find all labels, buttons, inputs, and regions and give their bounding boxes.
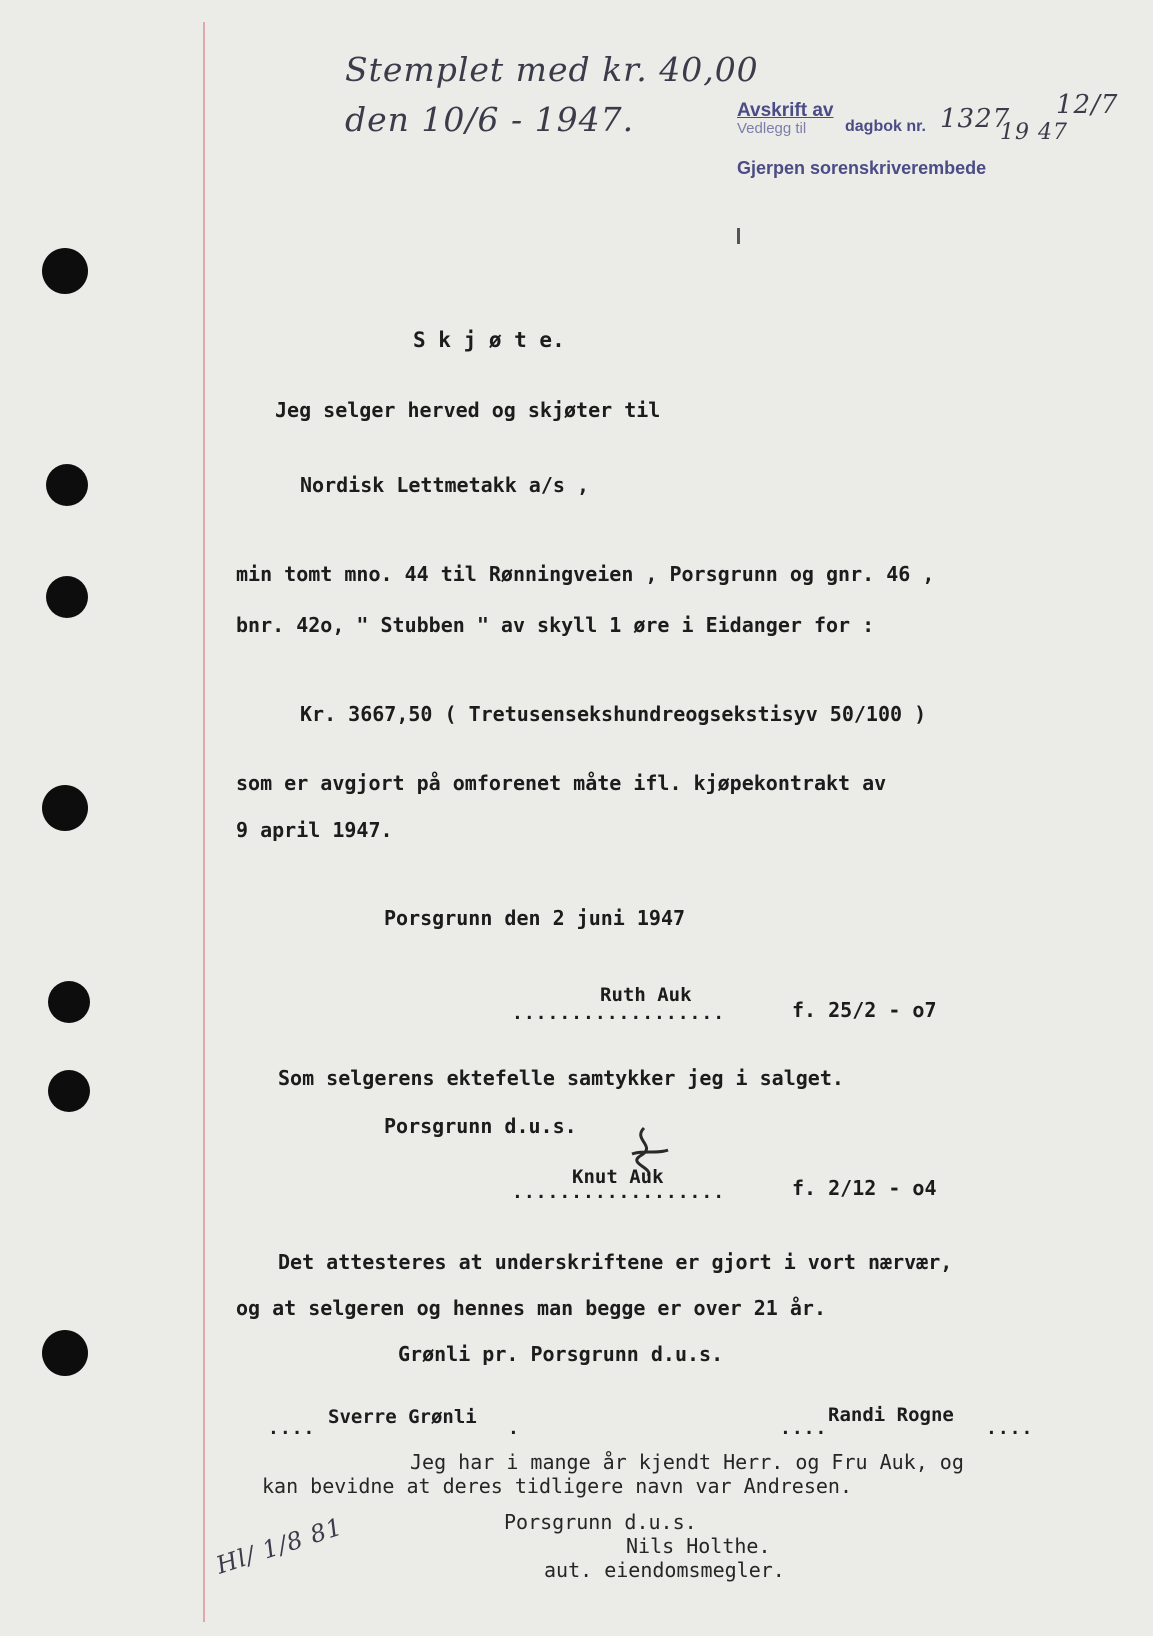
punch-hole (48, 1070, 90, 1112)
seller-signature-line: .................. (512, 1003, 726, 1024)
spouse-consent: Som selgerens ektefelle samtykker jeg i salget. (278, 1066, 844, 1090)
stamp-avskrift: Avskrift av (737, 100, 834, 121)
deed-buyer: Nordisk Lettmetakk a/s , (300, 473, 589, 497)
handwritten-dagbok-number: 1327 (940, 104, 1011, 134)
deed-intro: Jeg selger herved og skjøter til (275, 398, 661, 422)
handwritten-initials: Hl/ 1/8 81 (212, 1512, 347, 1580)
property-line-1: min tomt mno. 44 til Rønningveien , Porsgrunn og gnr. 46 , (236, 562, 935, 586)
witness1-dots-right: . (508, 1418, 520, 1439)
attest-place: Grønli pr. Porsgrunn d.u.s. (398, 1342, 724, 1366)
red-margin-line (203, 22, 205, 1622)
broker-title: aut. eiendomsmegler. (544, 1558, 785, 1582)
broker-name: Nils Holthe. (626, 1534, 771, 1558)
punch-hole (42, 248, 88, 294)
witness2-dots-left: .... (780, 1418, 828, 1439)
punch-hole (42, 785, 88, 831)
handwritten-corner-date: 12/7 (1056, 90, 1119, 120)
terms-line-2: 9 april 1947. (236, 818, 393, 842)
witness2-dots-right: .... (986, 1418, 1034, 1439)
spouse-born: f. 2/12 - o4 (792, 1176, 937, 1200)
pencil-tick (737, 228, 740, 244)
punch-hole (46, 464, 88, 506)
broker-line-1: Jeg har i mange år kjendt Herr. og Fru Auk, og (410, 1450, 964, 1474)
deed-title: S k j ø t e. (413, 328, 565, 352)
stamp-vedlegg: Vedlegg til (737, 120, 807, 137)
attest-line-1: Det attesteres at underskriftene er gjort i vort nærvær, (278, 1250, 953, 1274)
place-date: Porsgrunn den 2 juni 1947 (384, 906, 686, 930)
spouse-signature-line: .................. (512, 1182, 726, 1203)
stamp-office: Gjerpen sorenskriverembede (737, 158, 987, 178)
punch-hole (48, 981, 90, 1023)
attest-line-2: og at selgeren og hennes man begge er over 21 år. (236, 1296, 827, 1320)
handwritten-stamp-date: den 10/6 - 1947. (345, 100, 635, 139)
stamp-year: 19 47 (1000, 120, 1068, 145)
spouse-name: Knut Auk (572, 1166, 664, 1188)
witness1-dots-left: .... (268, 1418, 316, 1439)
witness2-name: Randi Rogne (828, 1404, 954, 1426)
handwritten-stamp-note: Stemplet med kr. 40,00 (345, 50, 759, 89)
broker-place: Porsgrunn d.u.s. (504, 1510, 697, 1534)
punch-hole (46, 576, 88, 618)
seller-name: Ruth Auk (600, 984, 692, 1006)
stamp-dagbok-label: dagbok nr. (845, 118, 926, 135)
punch-hole (42, 1330, 88, 1376)
property-line-2: bnr. 42o, " Stubben " av skyll 1 øre i Eidanger for : (236, 613, 875, 637)
spouse-place: Porsgrunn d.u.s. (384, 1114, 577, 1138)
witness1-name: Sverre Grønli (328, 1406, 477, 1428)
amount-line: Kr. 3667,50 ( Tretusensekshundreogsekstisyv 50/100 ) (300, 702, 927, 726)
broker-line-2: kan bevidne at deres tidligere navn var Andresen. (262, 1474, 853, 1498)
terms-line-1: som er avgjort på omforenet måte ifl. kjøpekontrakt av (236, 771, 887, 795)
seller-born: f. 25/2 - o7 (792, 998, 937, 1022)
